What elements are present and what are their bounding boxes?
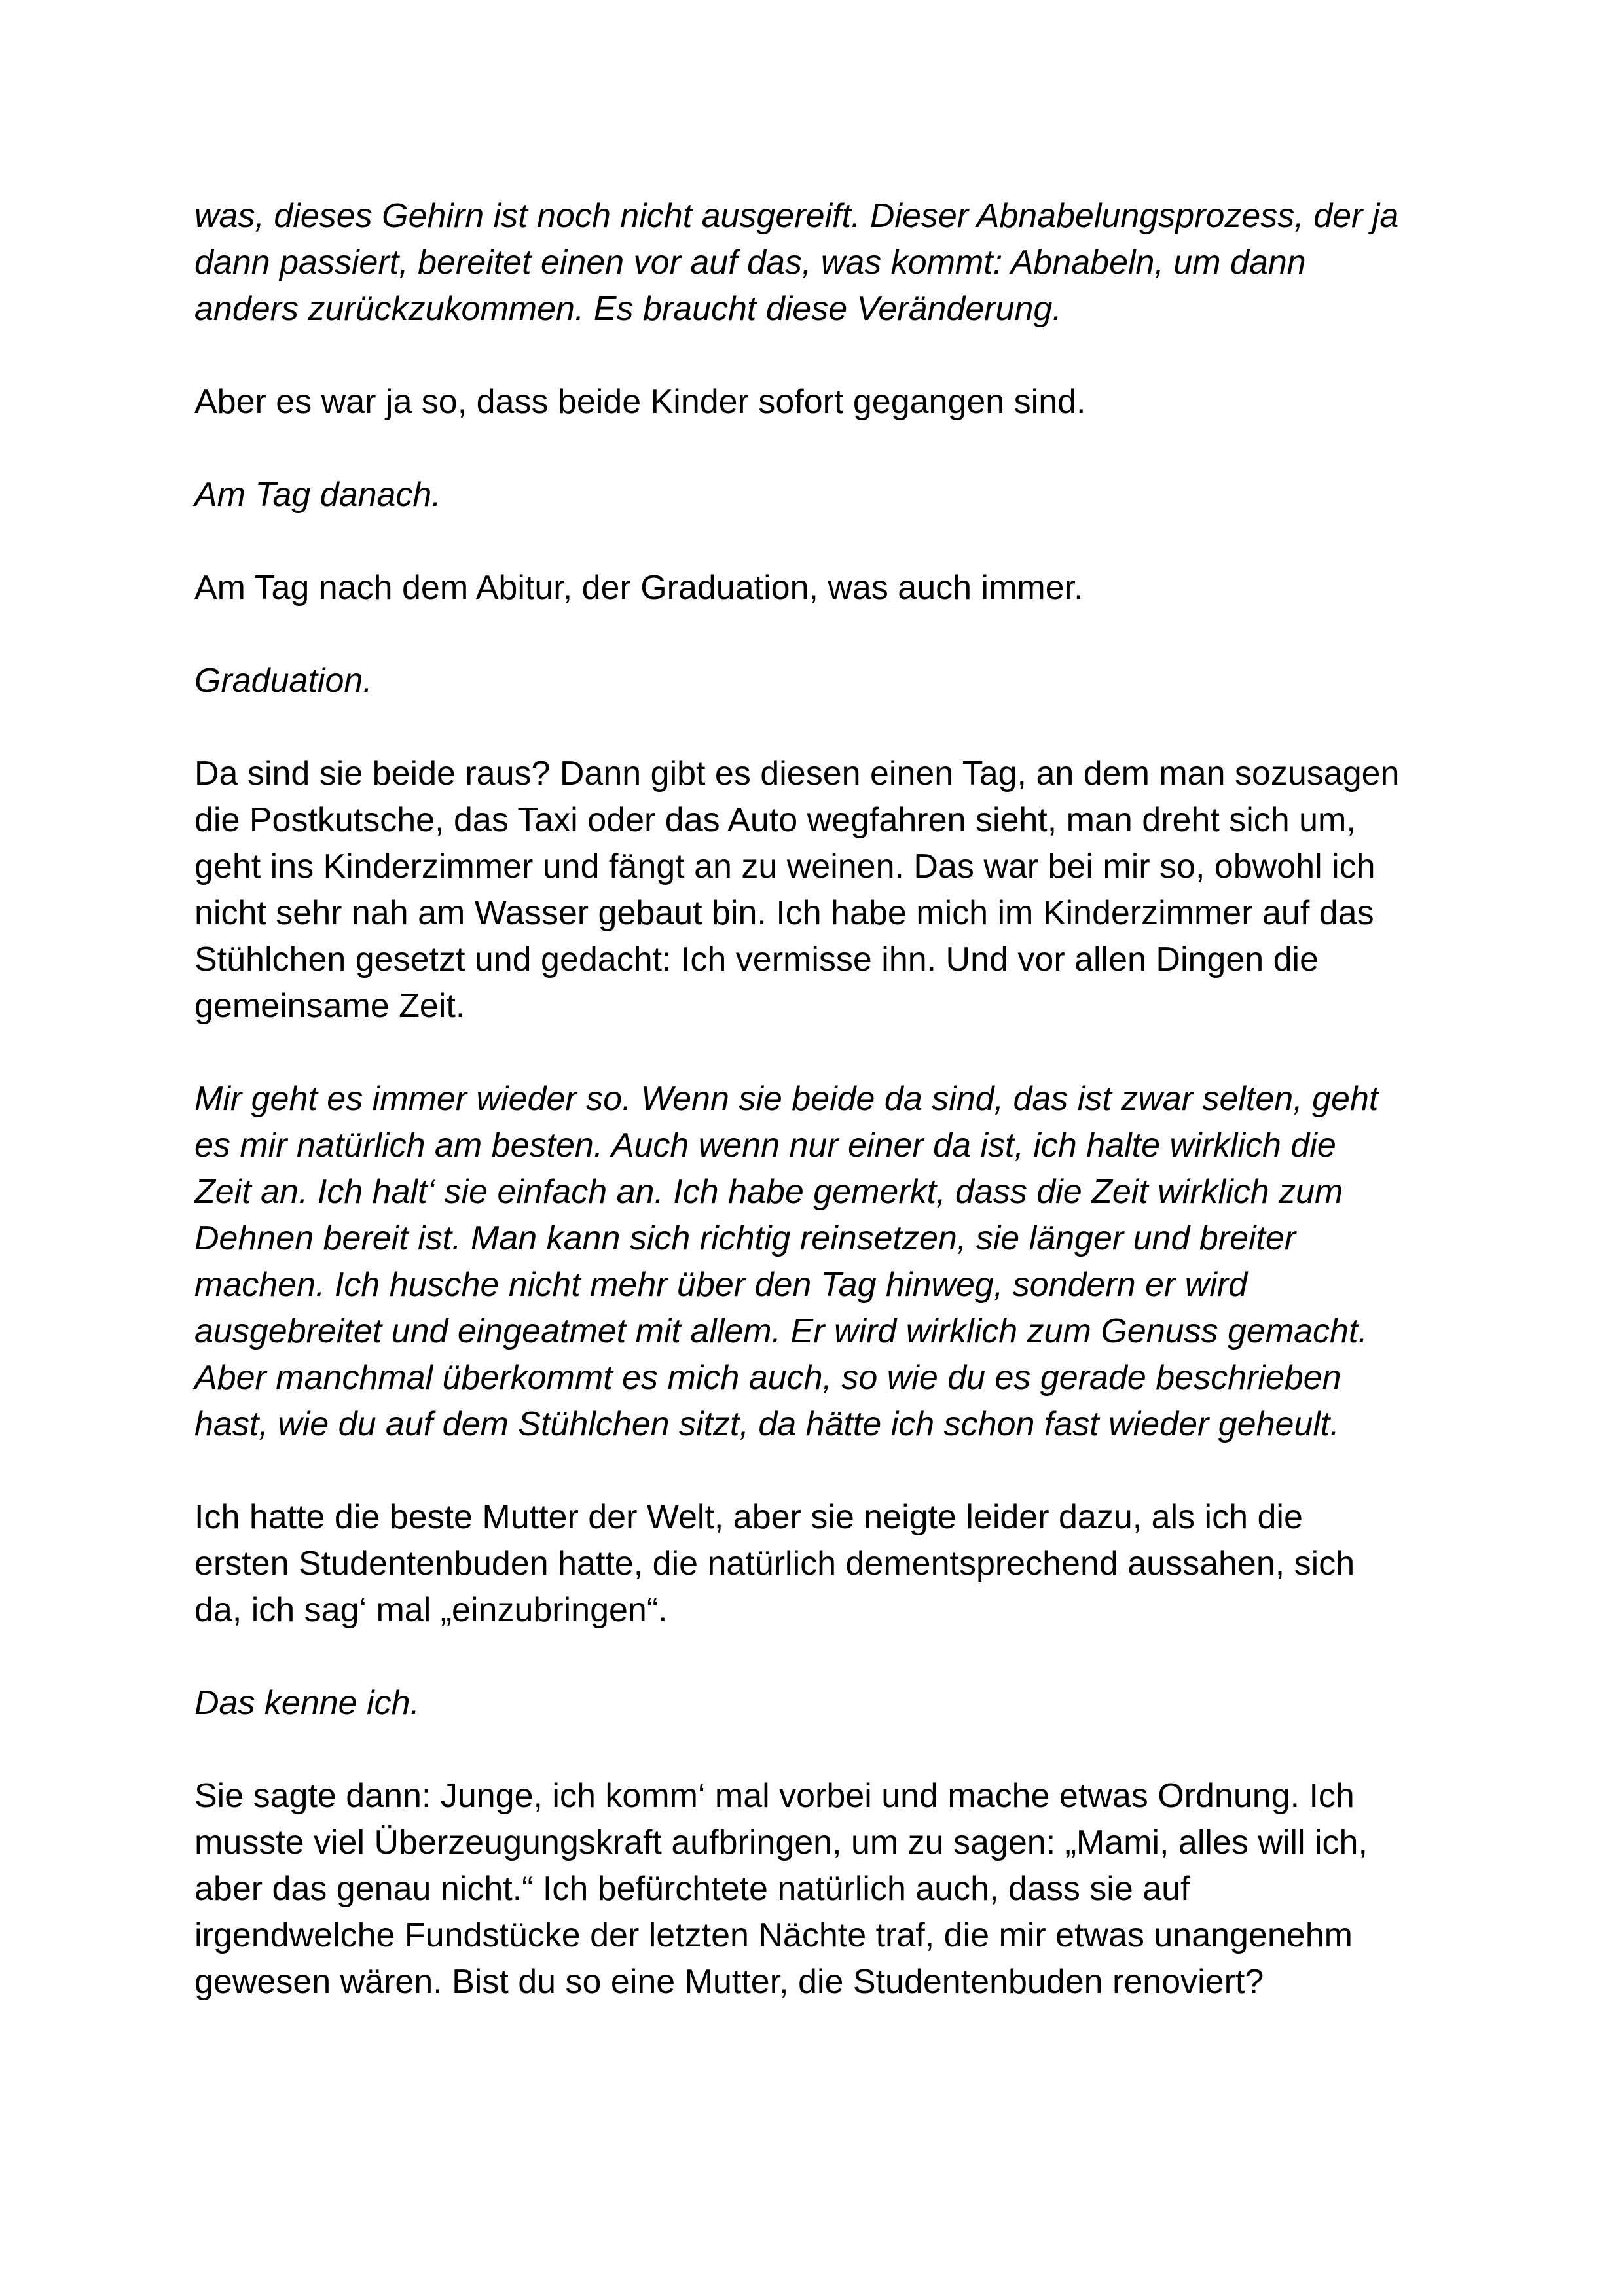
paragraph-interviewer-2: Am Tag danach.	[194, 476, 441, 514]
paragraph-interviewer-5: Das kenne ich.	[194, 1684, 420, 1722]
paragraph-interviewer-4: Mir geht es immer wieder so. Wenn sie beide da sind, das ist zwar selten, geht es mir natürlich am besten. Auch wenn nur einer da ist, ich halte wirklich die Zeit an. Ich halt‘ sie einfach an. Ich habe gemerkt, dass die Zeit wirklich zum Dehnen bereit ist. Man kann sich richtig reinsetzen, sie länger und breiter machen. Ich husche nicht mehr über den Tag hinweg, sondern er wird ausgebreitet und eingeatmet mit allem. Er wird wirklich zum Genuss gemacht. Aber manchmal überkommt es mich auch, so wie du es gerade beschrieben hast, wie du auf dem Stühlchen sitzt, da hätte ich schon fast wieder geheult.	[194, 1080, 1379, 1443]
paragraph-interviewee-3: Da sind sie beide raus? Dann gibt es diesen einen Tag, an dem man sozusagen die Postkutsche, das Taxi oder das Auto wegfahren sieht, man dreht sich um, geht ins Kinderzimmer und fängt an zu weinen. Das war bei mir so, obwohl ich nicht sehr nah am Wasser gebaut bin. Ich habe mich im Kinderzimmer auf das Stühlchen gesetzt und gedacht: Ich vermisse ihn. Und vor allen Dingen die gemeinsame Zeit.	[194, 755, 1400, 1025]
paragraph-interviewee-4: Ich hatte die beste Mutter der Welt, aber sie neigte leider dazu, als ich die ersten Studentenbuden hatte, die natürlich dementsprechend aussahen, sich da, ich sag‘ mal „einzubringen“.	[194, 1498, 1355, 1629]
body-text	[194, 193, 1438, 2052]
paragraph-interviewer-1: was, dieses Gehirn ist noch nicht ausgereift. Dieser Abnabelungsprozess, der ja dann passiert, bereitet einen vor auf das, was kommt: Abnabeln, um dann anders zurückzukommen. Es braucht diese Veränderung.	[194, 197, 1399, 328]
paragraph-interviewee-2: Am Tag nach dem Abitur, der Graduation, was auch immer.	[194, 569, 1084, 607]
paragraph-interviewer-3: Graduation.	[194, 662, 373, 700]
paragraph-interviewee-1: Aber es war ja so, dass beide Kinder sofort gegangen sind.	[194, 383, 1086, 421]
paragraph-interviewee-5: Sie sagte dann: Junge, ich komm‘ mal vorbei und mache etwas Ordnung. Ich musste viel Überzeugungskraft aufbringen, um zu sagen: „Mami, alles will ich, aber das genau nicht.“ Ich befürchtete natürlich auch, dass sie auf irgendwelche Fundstücke der letzten Nächte traf, die mir etwas unangenehm gewesen wären. Bist du so eine Mutter, die Studentenbuden renoviert?	[194, 1777, 1368, 2001]
